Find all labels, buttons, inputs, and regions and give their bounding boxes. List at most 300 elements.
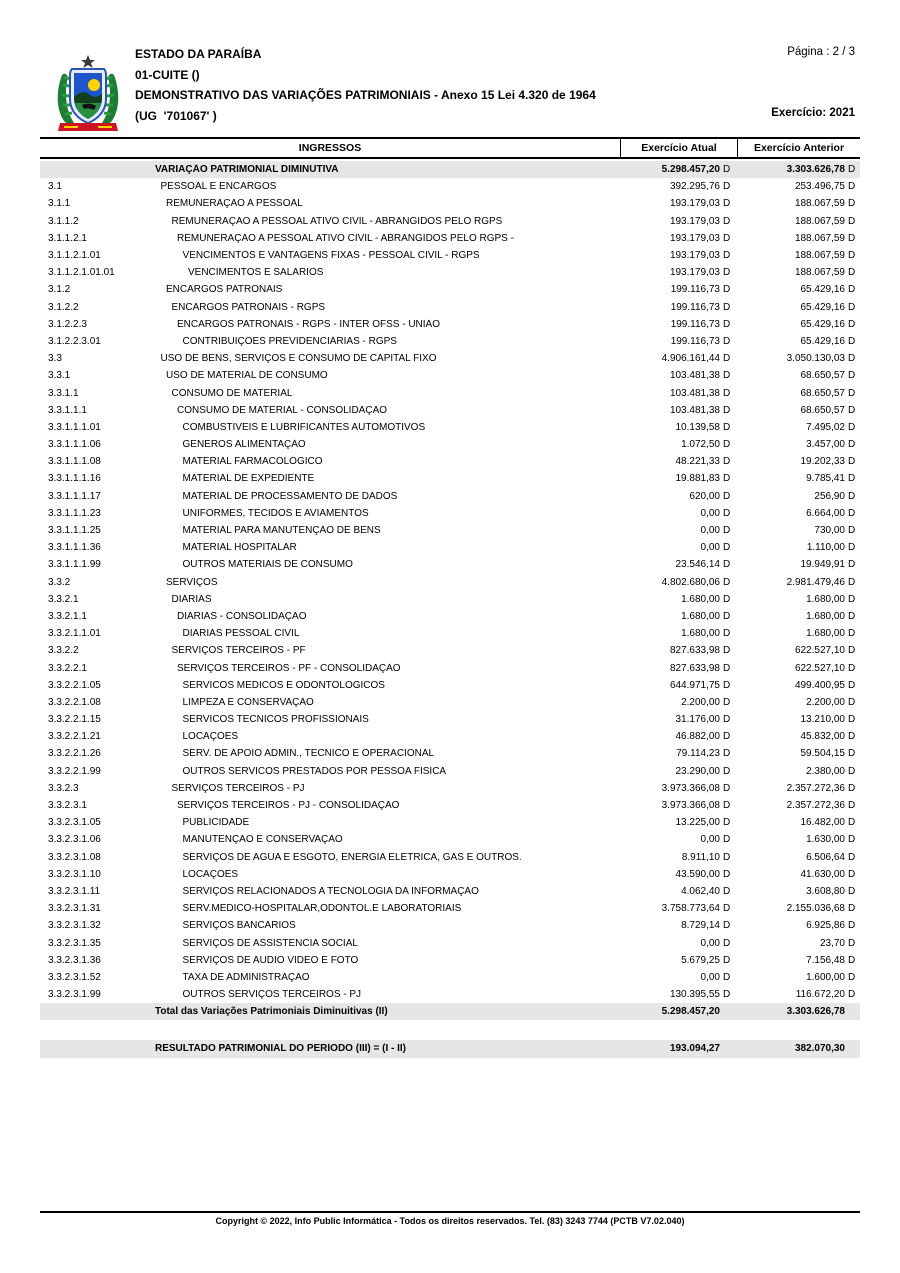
row-value-atual: 644.971,75 [669,679,720,691]
table-row [40,350,860,367]
debit-suffix: D [848,696,856,708]
table-row [40,642,860,659]
debit-suffix: D [723,868,731,880]
table-row [40,178,860,195]
debit-suffix: D [848,525,856,537]
row-value-anterior: 1.630,00 [806,834,845,846]
debit-suffix: D [723,679,731,691]
row-desc: ENCARGOS PATRONAIS - RGPS [171,301,326,313]
row-value-anterior: 382.070,30 [794,1043,845,1055]
row-code: 3.3.2.3.1.11 [48,885,101,897]
table-row [40,299,860,316]
row-value-anterior: 41.630,00 [800,868,845,880]
row-desc: SERVIÇOS TERCEIROS - PF - CONSOLIDAÇÃO [177,662,401,674]
row-desc: SERVICOS MEDICOS E ODONTOLOGICOS [182,679,385,691]
row-code: 3.3.2.3.1.31 [48,903,101,915]
table-row [40,247,860,264]
row-desc: VENCIMENTOS E VANTAGENS FIXAS - PESSOAL CIVIL - RGPS [182,250,480,262]
row-value-atual: 31.176,00 [675,714,720,726]
ug-code: (UG '701067' ) [135,108,217,123]
row-code: 3.3.2.3.1.36 [48,954,101,966]
row-value-anterior: 1.680,00 [806,593,845,605]
debit-suffix: D [723,971,731,983]
row-desc: PESSOAL E ENCARGOS [160,181,277,193]
debit-suffix: D [723,989,731,1001]
row-value-atual: 193.179,03 [669,232,720,244]
row-desc: REMUNERAÇÃO A PESSOAL ATIVO CIVIL - ABRANGIDOS PELO RGPS [171,215,503,227]
row-code: 3.3.2.3.1.99 [48,989,101,1001]
debit-suffix: D [848,731,856,743]
debit-suffix: D [848,250,856,262]
debit-suffix: D [848,885,856,897]
row-desc: DIARIAS PESSOAL CIVIL [182,628,300,640]
debit-suffix: D [848,387,856,399]
debit-suffix: D [723,267,731,279]
table-row [40,539,860,556]
row-value-anterior: 3.457,00 [806,439,845,451]
row-code: 3.3.2.3.1.08 [48,851,101,863]
table-row [40,797,860,814]
row-value-anterior: 1.680,00 [806,610,845,622]
row-code: 3.3.1.1.1.36 [48,542,101,554]
row-value-anterior: 6.506,64 [806,851,845,863]
row-desc: OUTROS SERVIÇOS TERCEIROS - PJ [182,989,362,1001]
debit-suffix: D [723,765,731,777]
row-desc: SERV.MEDICO-HOSPITALAR,ODONTOL.E LABORATORIAIS [182,903,462,915]
row-code: 3.3.2.3 [48,782,79,794]
row-desc: SERVIÇOS TERCEIROS - PF [171,645,306,657]
debit-suffix: D [848,542,856,554]
debit-suffix: D [723,164,731,176]
row-desc: VENCIMENTOS E SALARIOS [188,267,324,279]
row-value-anterior: 622.527,10 [794,645,845,657]
row-value-atual: 23.290,00 [675,765,720,777]
debit-suffix: D [848,473,856,485]
row-value-anterior: 1.110,00 [806,542,845,554]
debit-suffix: D [723,851,731,863]
row-desc: SERVICOS TECNICOS PROFISSIONAIS [182,714,369,726]
row-code: 3.3.2.1 [48,593,79,605]
row-desc: UNIFORMES, TECIDOS E AVIAMENTOS [182,507,369,519]
table-row [40,831,860,848]
debit-suffix: D [848,490,856,502]
row-value-anterior: 622.527,10 [794,662,845,674]
table-row [40,264,860,281]
row-code: 3.3.1.1.1.01 [48,421,101,433]
row-value-anterior: 7.156,48 [806,954,845,966]
row-value-anterior: 2.357.272,36 [786,800,845,812]
debit-suffix: D [848,679,856,691]
row-desc: REMUNERAÇÃO A PESSOAL ATIVO CIVIL - ABRANGIDOS PELO RGPS - [177,232,514,244]
debit-suffix: D [848,559,856,571]
row-value-atual: 3.973.366,08 [661,782,720,794]
debit-suffix: D [848,954,856,966]
row-value-atual: 13.225,00 [675,817,720,829]
row-value-atual: 0,00 [700,834,720,846]
row-code: 3.3.1.1.1.08 [48,456,101,468]
column-header-ingressos: INGRESSOS [298,142,362,154]
table-row [40,574,860,591]
row-value-atual: 3.973.366,08 [661,800,720,812]
row-value-atual: 23.546,14 [675,559,720,571]
row-code: 3.3.2.2.1.99 [48,765,101,777]
debit-suffix: D [723,817,731,829]
row-value-anterior: 59.504,15 [800,748,845,760]
table-header-row [40,137,860,159]
table-row [40,780,860,797]
row-value-atual: 130.395,55 [669,989,720,1001]
row-desc: USO DE MATERIAL DE CONSUMO [166,370,328,382]
row-value-atual: 193.094,27 [669,1043,720,1055]
row-code: 3.3.2.2.1.26 [48,748,101,760]
row-desc: MATERIAL HOSPITALAR [182,542,297,554]
debit-suffix: D [848,164,856,176]
row-value-atual: 79.114,23 [676,748,720,760]
row-desc: CONSUMO DE MATERIAL - CONSOLIDAÇÃO [177,404,388,416]
row-value-anterior: 45.832,00 [800,731,845,743]
table-row [40,883,860,900]
debit-suffix: D [723,903,731,915]
row-desc: PUBLICIDADE [182,817,250,829]
debit-suffix: D [723,456,731,468]
row-value-atual: 103.481,38 [669,370,720,382]
debit-suffix: D [723,954,731,966]
row-code: 3.1.1.2 [48,215,79,227]
table-row [40,419,860,436]
debit-suffix: D [723,421,731,433]
debit-suffix: D [723,610,731,622]
table-row [40,505,860,522]
row-code: 3.1.2 [48,284,71,296]
debit-suffix: D [848,868,856,880]
entity-name: 01-CUITE () [135,67,200,82]
table-row [40,230,860,247]
row-code: 3.1.1 [48,198,71,210]
row-code: 3.3.2.3.1 [48,800,87,812]
debit-suffix: D [723,696,731,708]
debit-suffix: D [723,559,731,571]
row-code: 3.3.2.3.1.10 [48,868,101,880]
table-row [40,763,860,780]
debit-suffix: D [848,817,856,829]
row-value-atual: 48.221,33 [675,456,720,468]
row-code: 3.3.1.1.1.25 [48,525,101,537]
row-desc: USO DE BENS, SERVIÇOS E CONSUMO DE CAPITAL FIXO [160,353,437,365]
row-desc: MATERIAL FARMACOLÓGICO [182,456,323,468]
table-row [40,900,860,917]
row-value-anterior: 2.155.036,68 [786,903,845,915]
row-value-atual: 46.882,00 [675,731,720,743]
debit-suffix: D [723,937,731,949]
debit-suffix: D [848,714,856,726]
row-value-anterior: 2.200,00 [806,696,845,708]
row-value-atual: 193.179,03 [669,215,720,227]
debit-suffix: D [848,318,856,330]
table-row [40,952,860,969]
row-value-anterior: 68.650,57 [800,370,845,382]
row-value-anterior: 2.981.479,46 [786,576,845,588]
debit-suffix: D [723,370,731,382]
debit-suffix: D [848,267,856,279]
debit-suffix: D [723,284,731,296]
row-desc: SERVIÇOS DE AUDIO VIDEO E FOTO [182,954,359,966]
row-value-atual: 4.062,40 [681,885,720,897]
report-header [135,44,596,126]
row-value-anterior: 65.429,16 [800,318,845,330]
debit-suffix: D [723,215,731,227]
row-code: 3.3.2.2.1.15 [48,714,101,726]
debit-suffix: D [848,610,856,622]
table-row [40,367,860,384]
debit-suffix: D [848,576,856,588]
row-value-atual: 199.116,73 [670,301,720,313]
debit-suffix: D [848,971,856,983]
debit-suffix: D [723,525,731,537]
row-value-anterior: 65.429,16 [800,301,845,313]
row-desc: DIÁRIAS [171,593,212,605]
row-desc: MANUTENÇÃO E CONSERVAÇÃO [182,834,343,846]
debit-suffix: D [723,645,731,657]
row-code: 3.3.2.3.1.05 [48,817,101,829]
row-value-anterior: 68.650,57 [800,387,845,399]
debit-suffix: D [723,748,731,760]
row-value-anterior: 1.600,00 [806,971,845,983]
row-value-anterior: 68.650,57 [800,404,845,416]
row-code: 3.3.2.1.1.01 [48,628,101,640]
row-desc: VARIAÇÃO PATRIMONIAL DIMINUTIVA [155,164,339,176]
debit-suffix: D [723,800,731,812]
row-desc: SERVIÇOS RELACIONADOS A TECNOLOGIA DA INFORMAÇÃO [182,885,479,897]
row-desc: RESULTADO PATRIMONIAL DO PERÍODO (III) = (I - II) [155,1043,407,1055]
debit-suffix: D [848,335,856,347]
table-row [40,677,860,694]
row-desc: SERVIÇOS DE AGUA E ESGOTO, ENERGIA ELETRICA, GAS E OUTROS. [182,851,522,863]
footer-copyright: Copyright © 2022, Info Public Informática - Todos os direitos reservados. Tel. (83) 3243 7744 (PCTB V7.02.040) [215,1216,685,1226]
debit-suffix: D [848,215,856,227]
table-row [40,195,860,212]
debit-suffix: D [723,490,731,502]
row-value-atual: 1.680,00 [681,628,720,640]
row-code: 3.3.1.1 [48,387,79,399]
row-desc: ENCARGOS PATRONAIS - RGPS - INTER OFSS - UNIÃO [177,318,440,330]
debit-suffix: D [723,834,731,846]
debit-suffix: D [723,250,731,262]
row-value-anterior: 19.202,33 [800,456,845,468]
variations-table [40,137,860,1058]
row-desc: OUTROS SERVICOS PRESTADOS POR PESSOA FISICA [182,765,447,777]
row-value-atual: 1.680,00 [681,610,720,622]
row-value-atual: 0,00 [700,507,720,519]
row-desc: OUTROS MATERIAIS DE CONSUMO [182,559,353,571]
row-value-atual: 1.072,50 [681,439,720,451]
row-value-atual: 0,00 [700,542,720,554]
row-code: 3.3 [48,353,62,365]
row-value-atual: 5.679,25 [681,954,720,966]
row-desc: LOCAÇÕES [182,731,239,743]
table-row [40,625,860,642]
row-code: 3.3.2.3.1.35 [48,937,101,949]
row-value-atual: 2.200,00 [681,696,720,708]
table-row [40,333,860,350]
row-code: 3.1.2.2.3.01 [48,335,101,347]
row-value-anterior: 188.067,59 [794,198,845,210]
debit-suffix: D [723,576,731,588]
row-code: 3.3.1.1.1.99 [48,559,101,571]
debit-suffix: D [848,628,856,640]
row-desc: COMBUSTIVEIS E LUBRIFICANTES AUTOMOTIVOS [182,421,426,433]
row-desc: CONSUMO DE MATERIAL [171,387,293,399]
row-desc: SERVIÇOS BANCARIOS [182,920,296,932]
row-value-atual: 8.729,14 [681,920,720,932]
row-value-atual: 193.179,03 [669,250,720,262]
row-value-anterior: 188.067,59 [794,267,845,279]
table-row [40,711,860,728]
debit-suffix: D [723,628,731,640]
row-value-anterior: 23,70 [819,937,845,949]
row-value-anterior: 3.050.130,03 [786,353,845,365]
debit-suffix: D [723,353,731,365]
row-value-atual: 5.298.457,20 [661,1006,720,1018]
debit-suffix: D [723,198,731,210]
row-desc: REMUNERAÇÃO A PESSOAL [166,198,303,210]
row-desc: SERVIÇOS TERCEIROS - PJ [171,782,305,794]
debit-suffix: D [848,421,856,433]
debit-suffix: D [723,404,731,416]
row-code: 3.3.1.1.1.23 [48,507,101,519]
row-code: 3.3.2.3.1.06 [48,834,101,846]
debit-suffix: D [848,662,856,674]
row-value-anterior: 13.210,00 [800,714,845,726]
debit-suffix: D [848,834,856,846]
row-code: 3.1.1.2.1.01.01 [48,267,115,279]
table-row [40,986,860,1003]
row-desc: ENCARGOS PATRONAIS [166,284,283,296]
row-value-anterior: 499.400,95 [794,679,845,691]
debit-suffix: D [723,542,731,554]
table-row [40,1040,860,1057]
row-value-anterior: 16.482,00 [800,817,845,829]
row-value-anterior: 3.608,80 [806,885,845,897]
row-value-atual: 0,00 [700,937,720,949]
row-desc: LIMPEZA E CONSERVAÇÃO [182,696,314,708]
row-desc: TAXA DE ADMINISTRAÇÃO [182,971,310,983]
row-value-anterior: 188.067,59 [794,232,845,244]
row-code: 3.3.2.3.1.52 [48,971,101,983]
debit-suffix: D [723,731,731,743]
row-value-atual: 10.139,58 [675,421,720,433]
table-row [40,917,860,934]
debit-suffix: D [723,920,731,932]
row-value-anterior: 65.429,16 [800,335,845,347]
row-value-atual: 199.116,73 [670,318,720,330]
debit-suffix: D [848,284,856,296]
debit-suffix: D [848,404,856,416]
row-code: 3.3.2.3.1.32 [48,920,101,932]
row-value-anterior: 65.429,16 [800,284,845,296]
exercise-year: Exercício: 2021 [771,107,855,119]
row-value-atual: 827.633,98 [669,662,720,674]
table-row [40,161,860,178]
row-code: 3.3.2.2 [48,645,79,657]
row-value-atual: 199.116,73 [670,284,720,296]
table-row [40,384,860,401]
table-row [40,522,860,539]
row-value-anterior: 19.949,91 [800,559,845,571]
table-row [40,453,860,470]
row-value-anterior: 256,90 [814,490,845,502]
row-code: 3.3.2 [48,576,71,588]
row-value-atual: 3.758.773,64 [661,903,720,915]
debit-suffix: D [848,765,856,777]
debit-suffix: D [723,885,731,897]
row-value-anterior: 2.380,00 [806,765,845,777]
column-header-exercicio-anterior: Exercício Anterior [737,139,860,157]
debit-suffix: D [723,662,731,674]
row-code: 3.3.2.1.1 [48,610,87,622]
debit-suffix: D [848,903,856,915]
row-value-anterior: 7.495,02 [806,421,845,433]
row-value-atual: 8.911,10 [681,851,720,863]
table-row [40,814,860,831]
row-code: 3.1 [48,181,62,193]
row-value-anterior: 116.672,20 [795,989,845,1001]
row-value-anterior: 253.496,75 [794,181,845,193]
row-value-atual: 0,00 [700,971,720,983]
table-row [40,694,860,711]
debit-suffix: D [723,782,731,794]
row-value-atual: 193.179,03 [669,198,720,210]
row-desc: SERV. DE APOIO ADMIN., TECNICO E OPERACIONAL [182,748,435,760]
row-desc: MATERIAL DE EXPEDIENTE [182,473,315,485]
row-value-anterior: 3.303.626,78 [786,1006,845,1018]
row-value-atual: 19.881,83 [675,473,720,485]
table-row [40,556,860,573]
row-value-atual: 827.633,98 [669,645,720,657]
table-row [40,488,860,505]
row-desc: MATERIAL PARA MANUTENÇÃO DE BENS [182,525,381,537]
row-code: 3.3.2.2.1 [48,662,87,674]
row-value-anterior: 730,00 [814,525,845,537]
debit-suffix: D [723,714,731,726]
row-value-anterior: 3.303.626,78 [786,164,845,176]
row-value-atual: 620,00 [689,490,720,502]
debit-suffix: D [723,335,731,347]
debit-suffix: D [723,473,731,485]
paraiba-coat-of-arms-icon [54,53,122,137]
table-row [40,436,860,453]
row-value-anterior: 6.925,86 [806,920,845,932]
row-code: 3.3.2.2.1.05 [48,679,101,691]
row-code: 3.3.1.1.1.06 [48,439,101,451]
table-row [40,659,860,676]
row-desc: SERVIÇOS [166,576,218,588]
debit-suffix: D [848,851,856,863]
row-value-atual: 103.481,38 [669,387,720,399]
table-row [40,728,860,745]
column-header-exercicio-atual: Exercício Atual [620,139,737,157]
debit-suffix: D [723,318,731,330]
row-value-atual: 193.179,03 [669,267,720,279]
row-value-atual: 199.116,73 [670,335,720,347]
debit-suffix: D [723,232,731,244]
debit-suffix: D [848,748,856,760]
report-title: DEMONSTRATIVO DAS VARIAÇÕES PATRIMONIAIS - Anexo 15 Lei 4.320 de 1964 [135,88,596,102]
table-row [40,934,860,951]
table-row [40,969,860,986]
row-desc: Total das Variações Patrimoniais Diminuitivas (II) [155,1006,388,1018]
row-code: 3.1.1.2.1.01 [48,250,101,262]
row-value-anterior: 188.067,59 [794,215,845,227]
